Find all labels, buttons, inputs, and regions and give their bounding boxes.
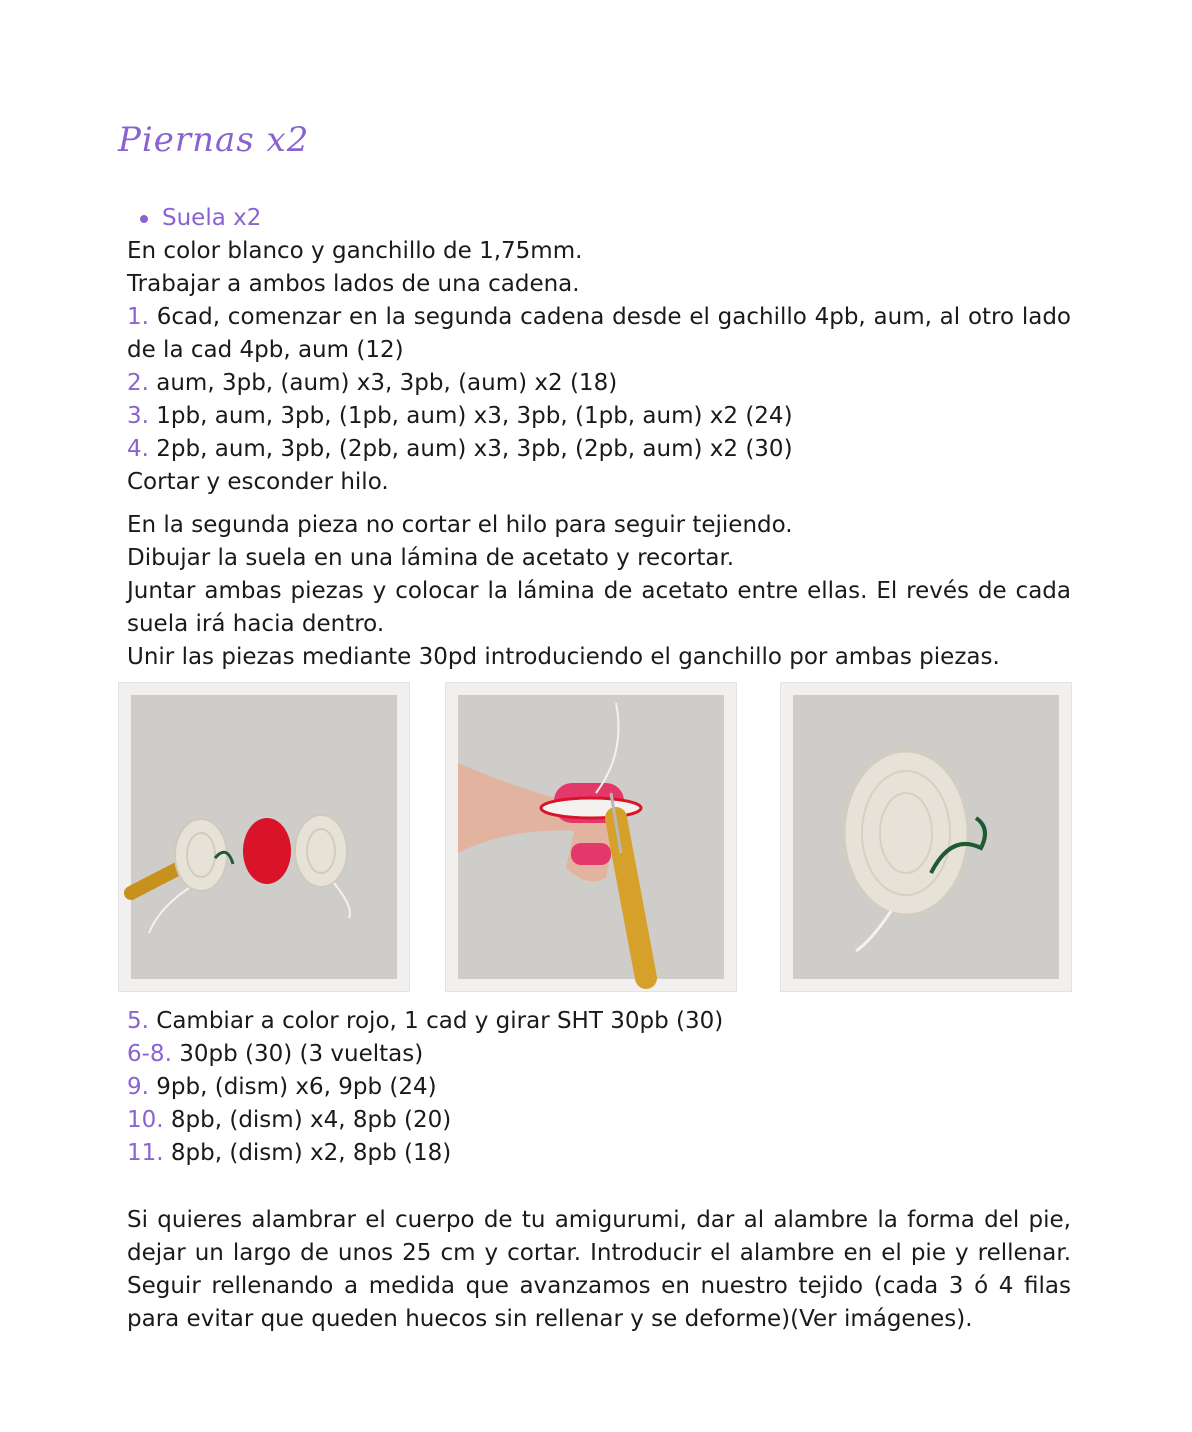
instructions-part-3 — [127, 1005, 1071, 1170]
round-text: 8pb, (dism) x4, 8pb (20) — [170, 1107, 452, 1133]
round-text: Cambiar a color rojo, 1 cad y girar SHT 30pb (30) — [156, 1008, 724, 1034]
round-number: 5. — [127, 1008, 149, 1034]
bullet-label: Suela x2 — [162, 205, 262, 231]
round-text: 6cad, comenzar en la segunda cadena desde el gachillo 4pb, aum, al otro lado de la cad 4pb, aum (12) — [127, 304, 1071, 363]
bullet-item — [140, 202, 261, 235]
round-row — [127, 1038, 1071, 1071]
round-number: 1. — [127, 304, 149, 330]
intro-line: En color blanco y ganchillo de 1,75mm. — [127, 238, 583, 264]
cut-instruction: Cortar y esconder hilo. — [127, 469, 389, 495]
photo-illustration-2 — [446, 683, 736, 991]
round-number: 11. — [127, 1140, 164, 1166]
round-text: 9pb, (dism) x6, 9pb (24) — [156, 1074, 437, 1100]
round-number: 3. — [127, 403, 149, 429]
round-number: 9. — [127, 1074, 149, 1100]
round-row — [127, 1104, 1071, 1137]
round-number: 2. — [127, 370, 149, 396]
paragraph-line: Juntar ambas piezas y colocar la lámina de acetato entre ellas. El revés de cada suela irá hacia dentro. — [127, 578, 1071, 637]
bullet-dot-icon — [140, 215, 148, 223]
round-row — [127, 1071, 1071, 1104]
round-row — [127, 367, 1071, 400]
paragraph-line: En la segunda pieza no cortar el hilo para seguir tejiendo. — [127, 512, 793, 538]
round-text: 2pb, aum, 3pb, (2pb, aum) x3, 3pb, (2pb, aum) x2 (30) — [156, 436, 793, 462]
photo-joining-soles — [446, 683, 736, 991]
round-text: aum, 3pb, (aum) x3, 3pb, (aum) x2 (18) — [156, 370, 618, 396]
round-text: 30pb (30) (3 vueltas) — [179, 1041, 424, 1067]
paragraph-line: Dibujar la suela en una lámina de acetato y recortar. — [127, 545, 735, 571]
round-row — [127, 400, 1071, 433]
round-row — [127, 301, 1071, 367]
photo-illustration-3 — [781, 683, 1071, 991]
round-text: 8pb, (dism) x2, 8pb (18) — [170, 1140, 452, 1166]
instructions-part-2 — [127, 509, 1071, 674]
photo-strip — [117, 683, 1077, 993]
page-title: Piernas x2 — [118, 120, 310, 160]
instructions-part-1 — [127, 235, 1071, 499]
round-row — [127, 1137, 1071, 1170]
round-row — [127, 433, 1071, 466]
round-number: 10. — [127, 1107, 164, 1133]
photo-pieces-laid-out — [119, 683, 409, 991]
photo-joined-sole — [781, 683, 1071, 991]
round-number: 6-8. — [127, 1041, 172, 1067]
instructions-part-4 — [127, 1204, 1071, 1336]
intro-line: Trabajar a ambos lados de una cadena. — [127, 271, 580, 297]
round-number: 4. — [127, 436, 149, 462]
paragraph-line: Unir las piezas mediante 30pd introduciendo el ganchillo por ambas piezas. — [127, 644, 1000, 670]
round-row — [127, 1005, 1071, 1038]
round-text: 1pb, aum, 3pb, (1pb, aum) x3, 3pb, (1pb, aum) x2 (24) — [156, 403, 793, 429]
closing-paragraph: Si quieres alambrar el cuerpo de tu amigurumi, dar al alambre la forma del pie, dejar un largo de unos 25 cm y cortar. Introducir el alambre en el pie y rellenar. Seguir rellenando a medida que avanzamos en nuestro tejido (cada 3 ó 4 filas para evitar que queden huecos sin rellenar y se deforme)(Ver imágenes). — [127, 1207, 1071, 1332]
photo-illustration-1 — [119, 683, 409, 991]
